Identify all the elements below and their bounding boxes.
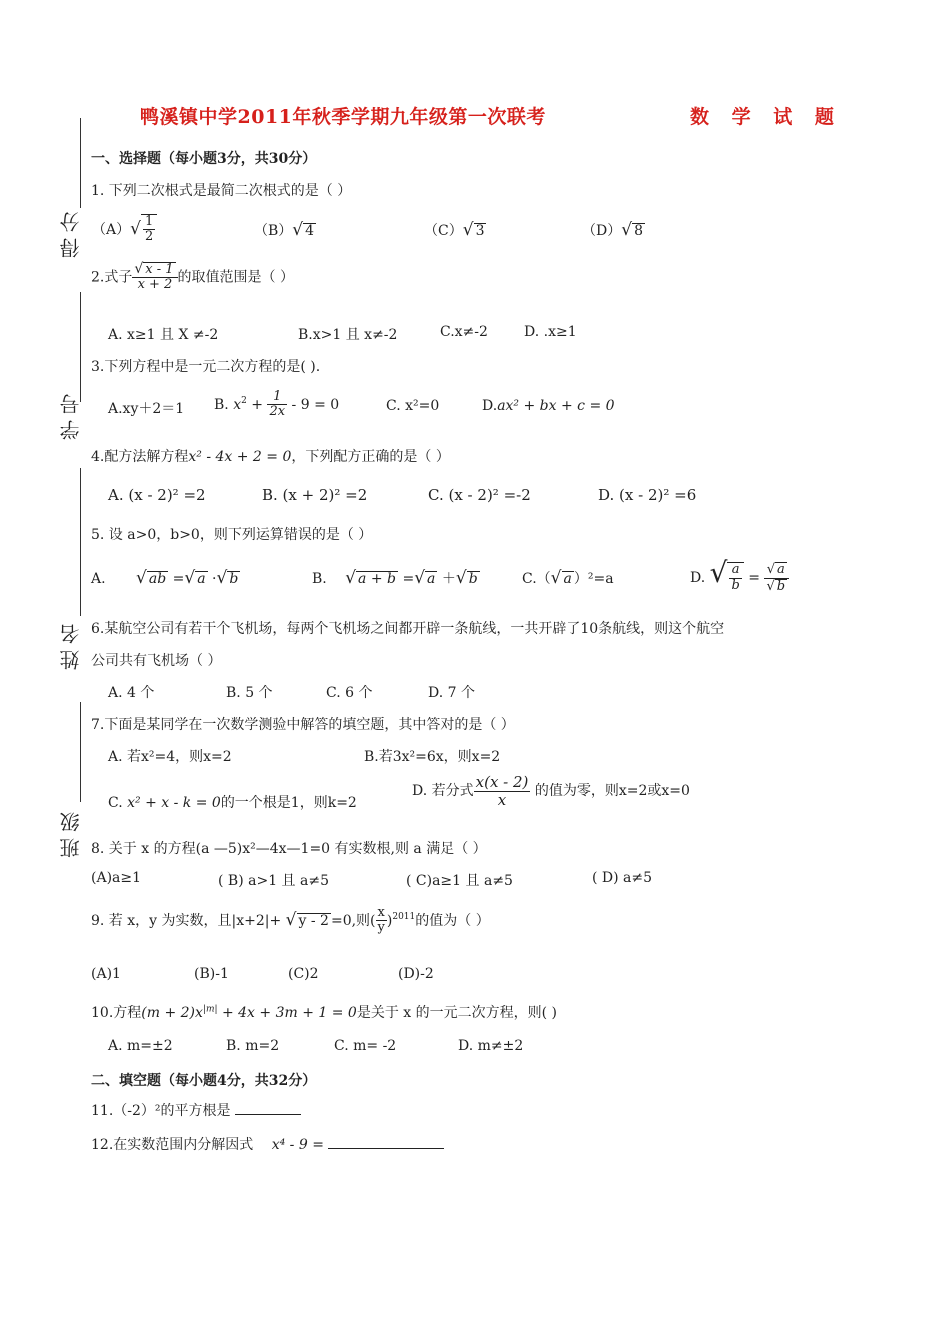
q5-a-r3: b [229,571,239,587]
q9-num: x [376,906,387,921]
q5-b-r2: a [427,571,436,587]
q10-expr2: + 4x + 3m + 1 = 0 [217,1005,357,1021]
q2-post: 的取值范围是（ ） [177,269,294,286]
question-12 [91,1134,444,1154]
q9-option-b: (B)-1 [194,966,229,982]
q4-option-d: D. (x - 2)² =6 [598,486,697,504]
sidebar-label-name: 姓名 [59,618,83,670]
q5-a-dot: · [212,571,217,587]
q4-option-b: B. (x + 2)² =2 [262,486,368,504]
q8-option-c: ( C)a≥1 且 a≠5 [406,873,513,889]
q2-option-a: A. x≥1 且 X ≠-2 [108,327,219,343]
q2-option-c: C.x≠-2 [440,324,488,340]
q4-pre: 4.配方法解方程 [91,449,189,465]
q2-option-d: D. .x≥1 [524,324,577,340]
q7-c-pre: C. [108,795,123,811]
q6-option-b: B. 5 个 [226,685,273,701]
q5-a-eq: = [172,571,185,587]
q1-option-a: （A）√ $\frac{1}{2}$ [92,214,157,245]
q1-label-a: （A） [92,221,131,238]
q1-option-c: （C）√ 3 [424,220,485,240]
q5-d-eq: = [748,570,760,586]
question-4-stem [91,446,450,466]
q9-rad: y - 2 [298,912,329,929]
q5-option-c: C.（√ a ）²=a [522,568,614,588]
q7-c-expr: x² + x - k = 0 [127,795,221,811]
q5-d-rden: b [776,578,786,594]
q5-option-a: A. √ ab =√ a ·√ b [91,568,239,588]
q8-option-d: ( D) a≠5 [592,870,653,886]
question-6-line2: 公司共有飞机场（ ） [91,653,222,669]
q2-option-b: B.x>1 且 x≠-2 [298,327,398,343]
section-heading: 一、选择题（每小题3分，共30分） [91,151,317,167]
q1-a-num: 1 [144,214,154,229]
q5-b-plus: ＋ [441,571,456,587]
q9-mid: =0,则( [330,912,376,929]
q5-b-r1: a + b [358,571,396,587]
question-8-stem: 8. 关于 x 的方程(a —5)x²—4x—1=0 有实数根,则 a 满足（ ） [91,841,487,857]
q1-option-d: （D）√ 8 [582,220,643,240]
exam-title: 鸭溪镇中学2011年秋季学期九年级第一次联考 [140,106,546,128]
q9-option-d: (D)-2 [398,966,434,982]
question-9-stem: 9. 若 x，y 为实数，且|x+2|+ √ y - 2 =0,则( $\frac{x}{y}$ )$^{2011}$的值为（ ） [91,905,490,936]
q8-option-a: (A)a≥1 [91,870,142,886]
q1-label-d: （D） [582,223,622,239]
question-7-stem: 7.下面是某同学在一次数学测验中解答的填空题，其中答对的是（ ） [91,717,515,733]
q1-c-rad: 3 [475,223,485,239]
question-3-stem: 3.下列方程中是一元二次方程的是( ). [91,359,321,375]
q4-post: ，下列配方正确的是（ ） [291,449,450,465]
q6-option-d: D. 7 个 [428,685,475,701]
q9-pre: 9. 若 x，y 为实数，且|x+2|+ [91,912,282,929]
question-10-stem [91,1002,557,1022]
q10-expr: (m + 2)x [141,1005,203,1021]
q12-expr: x⁴ - 9 = [271,1137,324,1153]
q7-option-c [108,792,357,812]
margin-line-3 [80,468,81,616]
subject-title: 数 学 试 题 [690,106,842,128]
q10-pre: 10.方程 [91,1005,142,1021]
margin-line-4 [80,702,81,802]
question-2-stem: 2.式子 $\frac{√ x - 1}{x + 2}$ 的取值范围是（ ） [91,261,294,293]
q1-d-rad: 8 [634,223,643,239]
q9-post: ) [386,912,393,929]
q3-b-post: - 9 = 0 [287,396,340,413]
q1-label-b: （B） [254,223,293,239]
q10-option-c: C. m= -2 [334,1038,397,1054]
q2-den: x + 2 [137,277,173,293]
question-1-stem: 1. 下列二次根式是最简二次根式的是（ ） [91,183,352,199]
q5-a-r2: a [197,571,206,587]
q5-d-den: b [731,577,740,593]
q10-option-a: A. m=±2 [108,1038,173,1054]
q10-option-d: D. m≠±2 [458,1038,524,1054]
q7-option-d [412,774,690,808]
q5-d-num: a [729,563,741,578]
q2-num: x - 1 [145,262,174,277]
q3-option-b: B. $x^2$ + $\frac{1}{2x}$ - 9 = 0 [214,389,340,420]
q11-text: 11.（-2）²的平方根是 [91,1103,231,1119]
q10-option-b: B. m=2 [226,1038,280,1054]
q7-d-post: 的值为零，则x=2或x=0 [534,783,690,799]
q10-exp: |m| [202,1004,218,1015]
q7-d-num: x(x - 2) [475,773,529,791]
q5-option-b: B. √ a + b =√ a ＋√ b [312,568,478,588]
q4-option-a: A. (x - 2)² =2 [108,486,206,504]
q6-option-a: A. 4 个 [108,685,155,701]
q5-d-rnum: a [777,562,785,578]
margin-line-1 [80,118,81,208]
q10-post: 是关于 x 的一元二次方程，则( ) [356,1005,558,1021]
q7-d-den: x [497,790,507,809]
q3-b-x: x [233,396,242,413]
q3-option-d [482,398,615,414]
q7-option-b: B.若3x²=6x，则x=2 [364,749,501,765]
q9-option-c: (C)2 [288,966,319,982]
q7-d-pre: D. 若分式 [412,783,474,799]
q5-b-label: B. [312,571,327,587]
q1-label-c: （C） [424,223,463,239]
question-11 [91,1100,301,1120]
q3-d-expr: ax² + bx + c = 0 [497,398,615,414]
q1-a-den: 2 [144,229,154,245]
q3-option-c: C. x²=0 [386,398,440,414]
q4-eq: x² - 4x + 2 = 0 [188,449,292,465]
q11-answer-blank[interactable] [235,1114,301,1115]
margin-line-2 [80,292,81,402]
sidebar-label-student-id: 学号 [59,388,83,440]
q9-option-a: (A)1 [91,966,121,982]
q9-exp: 2011 [392,912,416,923]
q9-tail: 的值为（ ） [415,912,490,929]
q7-option-a: A. 若x²=4，则x=2 [108,749,232,765]
section-heading-2: 二、填空题（每小题4分，共32分） [91,1073,317,1089]
q2-pre: 2.式子 [91,269,133,286]
q3-d-pre: D. [482,398,498,414]
q1-option-b: （B）√ 4 [254,220,315,240]
q5-c-r: a [563,571,572,587]
q5-b-r3: b [468,571,478,587]
q5-d-label: D. [690,570,706,586]
sidebar-label-class: 班级 [59,806,83,858]
q1-b-rad: 4 [305,223,315,239]
q8-option-b: ( B) a>1 且 a≠5 [218,873,329,889]
q12-text: 12.在实数范围内分解因式 [91,1137,254,1153]
q3-b-num: 1 [267,390,287,405]
q3-b-den: 2x [269,404,286,420]
q5-a-label: A. [91,571,106,587]
q7-c-post: 的一个根是1，则k=2 [220,795,357,811]
q3-b-pre: B. [214,396,229,413]
q4-option-c: C. (x - 2)² =-2 [428,486,531,504]
q5-c-post: ）²=a [573,571,614,587]
q5-a-r1: ab [148,571,167,587]
q5-b-eq: = [402,571,415,587]
question-5-stem: 5. 设 a>0，b>0，则下列运算错误的是（ ） [91,527,373,543]
q6-option-c: C. 6 个 [326,685,373,701]
question-6-line1: 6.某航空公司有若干个飞机场，每两个飞机场之间都开辟一条航线，一共开辟了10条航线，则这个航空 [91,621,725,637]
q12-answer-blank[interactable] [328,1148,444,1149]
q9-den: y [377,920,385,936]
q5-option-d: D. √ $\frac{a}{b}$ = $\frac{√ a}{√ b}$ [690,556,789,594]
sidebar-label-score: 得分 [59,206,83,258]
q5-c-label: C.（ [522,571,551,587]
q3-b-mid: + [246,396,268,413]
q3-option-a: A.xy＋2＝1 [108,401,185,417]
